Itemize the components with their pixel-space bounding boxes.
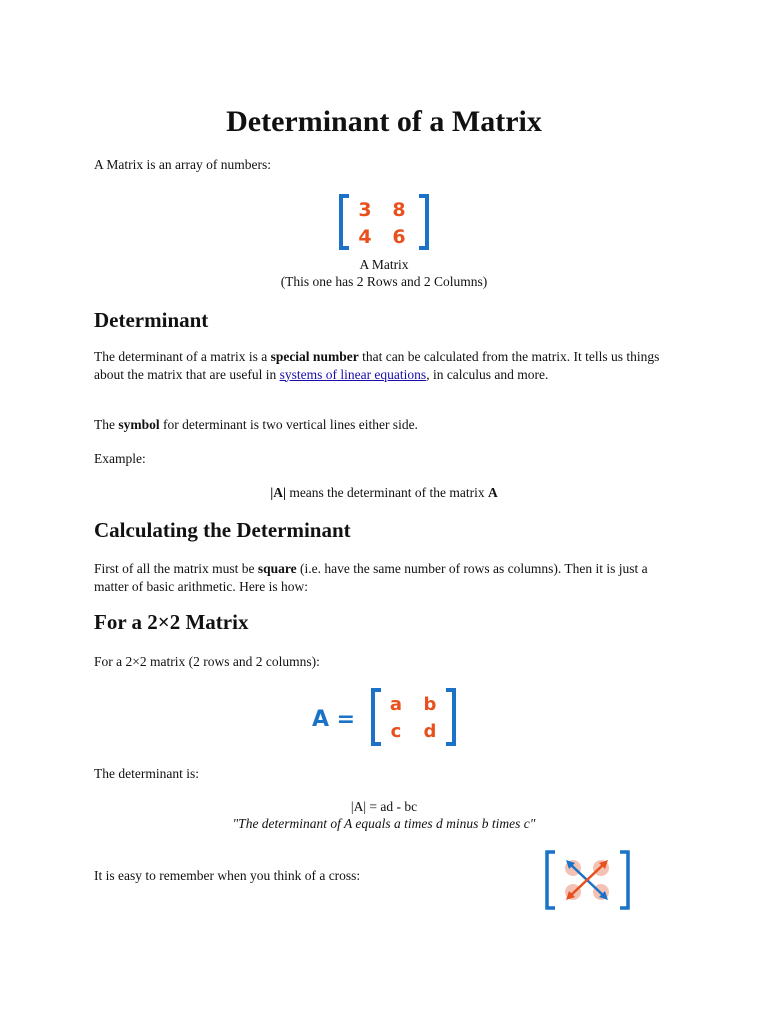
right-bracket (419, 196, 427, 248)
text-span: for determinant is two vertical lines either side. (159, 417, 418, 432)
matrix-entry: d (423, 721, 437, 742)
example-label: Example: (94, 451, 146, 466)
left-bracket (373, 690, 381, 744)
bold-symbol: symbol (118, 417, 160, 432)
systems-of-linear-equations-link[interactable]: systems of linear equations (279, 366, 427, 382)
heading-2x2: For a 2×2 Matrix (94, 610, 249, 634)
cross-diagram-icon (542, 848, 634, 912)
matrix-3-8-4-6-figure (335, 192, 435, 252)
heading-calculating: Calculating the Determinant (94, 518, 351, 542)
bold-square: square (257, 561, 297, 576)
text-span: The determinant of a matrix is a (94, 349, 271, 364)
matrix-caption-line2: (This one has 2 Rows and 2 Columns) (280, 274, 488, 289)
matrix-entry: c (390, 721, 402, 742)
matrix-entry: b (423, 694, 437, 715)
matrix-a-label: A = (312, 707, 356, 732)
text-span: The (94, 417, 119, 432)
intro-text: A Matrix is an array of numbers: (94, 157, 271, 172)
matrix-abcd-figure (308, 686, 463, 748)
right-bracket (620, 852, 628, 908)
formula-quote: "The determinant of A equals a times d minus b times c" (232, 816, 536, 831)
determinant-is-text: The determinant is: (94, 766, 199, 781)
text-span: First of all the matrix must be (94, 561, 258, 576)
text-span: , in calculus and more. (426, 366, 549, 382)
matrix-entry: 4 (358, 226, 372, 248)
symbol-paragraph (94, 416, 674, 434)
heading-determinant: Determinant (94, 308, 209, 332)
matrix-entry: 3 (358, 199, 372, 221)
left-bracket (341, 196, 349, 248)
right-bracket (446, 690, 454, 744)
matrix-entry: 8 (392, 199, 406, 221)
cross-text: It is easy to remember when you think of a cross: (94, 868, 361, 883)
example-text (0, 484, 768, 502)
formula-text: |A| = ad - bc (350, 799, 418, 814)
text-span: that can be calculated from the matrix. It tells us things about the matrix that are useful in (94, 349, 660, 382)
bold-abs-a: |A| (270, 485, 286, 500)
matrix-caption-line1: A Matrix (359, 257, 409, 272)
text-span: means the determinant of the matrix (285, 485, 488, 500)
bold-a: A (488, 485, 498, 500)
2x2-intro: For a 2×2 matrix (2 rows and 2 columns): (94, 654, 320, 669)
calculating-paragraph (94, 560, 674, 595)
matrix-entry: a (389, 694, 403, 715)
determinant-paragraph (94, 348, 674, 383)
text-span: (i.e. have the same number of rows as columns). Then it is just a matter of basic arithmetic. Here is how: (94, 561, 648, 594)
bold-special-number: special number (270, 349, 359, 364)
page-title: Determinant of a Matrix (226, 105, 542, 138)
matrix-entry: 6 (392, 226, 406, 248)
left-bracket (547, 852, 555, 908)
